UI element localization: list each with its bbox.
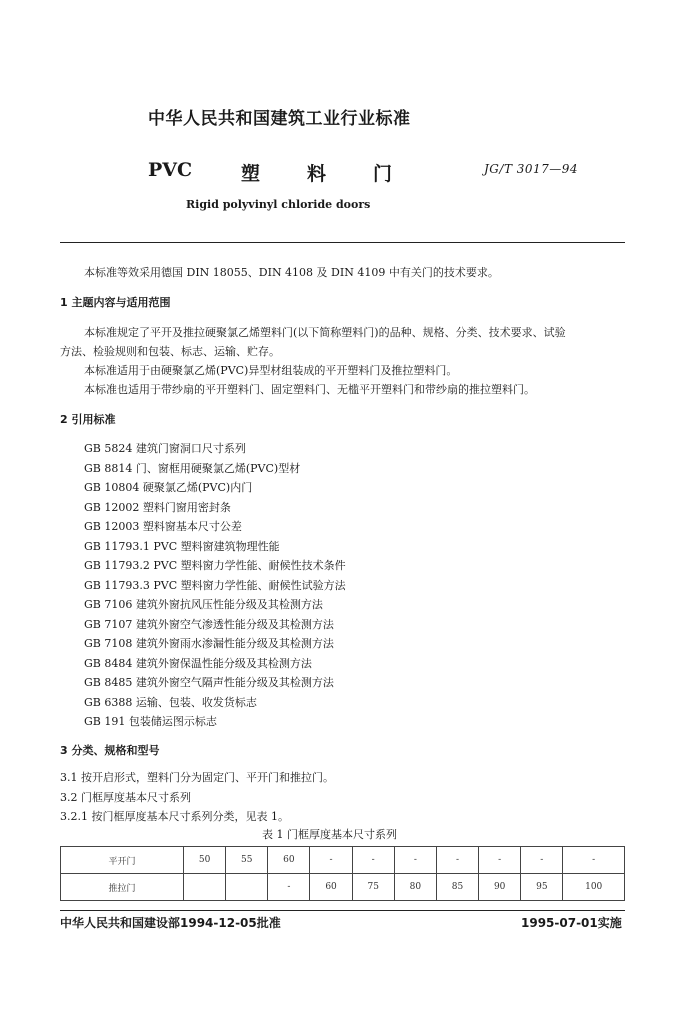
table-cell: - — [352, 847, 394, 874]
ref-item: GB 11793.2 PVC 塑料窗力学性能、耐候性技术条件 — [84, 559, 346, 572]
ref-item: GB 11793.3 PVC 塑料窗力学性能、耐候性试验方法 — [84, 579, 346, 592]
section-3-heading: 3 分类、规格和型号 — [60, 744, 160, 757]
section-3-2-1: 3.2.1 按门框厚度基本尺寸系列分类，见表 1。 — [60, 810, 289, 823]
table-cell: 60 — [268, 847, 310, 874]
table-cell: 85 — [436, 874, 478, 901]
table-cell: - — [268, 874, 310, 901]
effective-date: 1995-07-01实施 — [521, 916, 622, 930]
table-cell: - — [479, 847, 521, 874]
section-1-para-1-cont: 方法、检验规则和包装、标志、运输、贮存。 — [60, 345, 280, 358]
ref-item: GB 7107 建筑外窗空气渗透性能分级及其检测方法 — [84, 618, 334, 631]
section-1-para-1: 本标准规定了平开及推拉硬聚氯乙烯塑料门(以下简称塑料门)的品种、规格、分类、技术要求、试验 — [84, 326, 566, 339]
frame-thickness-table — [60, 846, 625, 901]
table-cell: 75 — [352, 874, 394, 901]
ref-item: GB 12003 塑料窗基本尺寸公差 — [84, 520, 242, 533]
table-cell — [184, 874, 226, 901]
ref-item: GB 8485 建筑外窗空气隔声性能分级及其检测方法 — [84, 676, 334, 689]
section-1-para-2: 本标准适用于由硬聚氯乙烯(PVC)异型材组装成的平开塑料门及推拉塑料门。 — [84, 364, 458, 377]
table-row — [61, 847, 625, 874]
table-cell: 50 — [184, 847, 226, 874]
approval-date: 中华人民共和国建设部1994-12-05批准 — [60, 916, 281, 930]
section-3-1: 3.1 按开启形式，塑料门分为固定门、平开门和推拉门。 — [60, 771, 334, 784]
title-char-2: 料 — [307, 163, 327, 185]
table-cell — [226, 874, 268, 901]
standard-code: JG/T 3017—94 — [484, 162, 579, 176]
header-divider — [60, 242, 625, 243]
standard-body-title: 中华人民共和国建筑工业行业标准 — [148, 109, 411, 129]
section-1-heading: 1 主题内容与适用范围 — [60, 296, 171, 309]
ref-item: GB 8814 门、窗框用硬聚氯乙烯(PVC)型材 — [84, 462, 301, 475]
table-row — [61, 874, 625, 901]
ref-item: GB 8484 建筑外窗保温性能分级及其检测方法 — [84, 657, 312, 670]
table-cell: 80 — [394, 874, 436, 901]
title-char-1: 塑 — [241, 163, 261, 185]
table-cell: - — [521, 847, 563, 874]
english-title: Rigid polyvinyl chloride doors — [186, 198, 371, 211]
section-3-2: 3.2 门框厚度基本尺寸系列 — [60, 791, 191, 804]
ref-item: GB 191 包装储运图示标志 — [84, 715, 217, 728]
intro-paragraph: 本标准等效采用德国 DIN 18055、DIN 4108 及 DIN 4109 中有关门的技术要求。 — [84, 266, 499, 279]
ref-item: GB 7108 建筑外窗雨水渗漏性能分级及其检测方法 — [84, 637, 334, 650]
row-label: 平开门 — [61, 847, 184, 874]
table-cell: 95 — [521, 874, 563, 901]
title-char-3: 门 — [373, 163, 393, 185]
ref-item: GB 5824 建筑门窗洞口尺寸系列 — [84, 442, 246, 455]
table-cell: 55 — [226, 847, 268, 874]
table-cell: 100 — [563, 874, 625, 901]
table-cell: - — [563, 847, 625, 874]
ref-item: GB 7106 建筑外窗抗风压性能分级及其检测方法 — [84, 598, 323, 611]
ref-item: GB 12002 塑料门窗用密封条 — [84, 501, 231, 514]
table-cell: - — [436, 847, 478, 874]
footer-divider — [60, 910, 625, 911]
table-cell: - — [394, 847, 436, 874]
row-label: 推拉门 — [61, 874, 184, 901]
title-pvc: PVC — [148, 159, 193, 181]
table-cell: 90 — [479, 874, 521, 901]
table-cell: - — [310, 847, 352, 874]
section-1-para-3: 本标准也适用于带纱扇的平开塑料门、固定塑料门、无槛平开塑料门和带纱扇的推拉塑料门。 — [84, 383, 535, 396]
ref-item: GB 10804 硬聚氯乙烯(PVC)内门 — [84, 481, 253, 494]
table-cell: 60 — [310, 874, 352, 901]
section-2-heading: 2 引用标准 — [60, 413, 116, 426]
table-caption: 表 1 门框厚度基本尺寸系列 — [262, 828, 397, 841]
ref-item: GB 11793.1 PVC 塑料窗建筑物理性能 — [84, 540, 280, 553]
ref-item: GB 6388 运输、包装、收发货标志 — [84, 696, 257, 709]
